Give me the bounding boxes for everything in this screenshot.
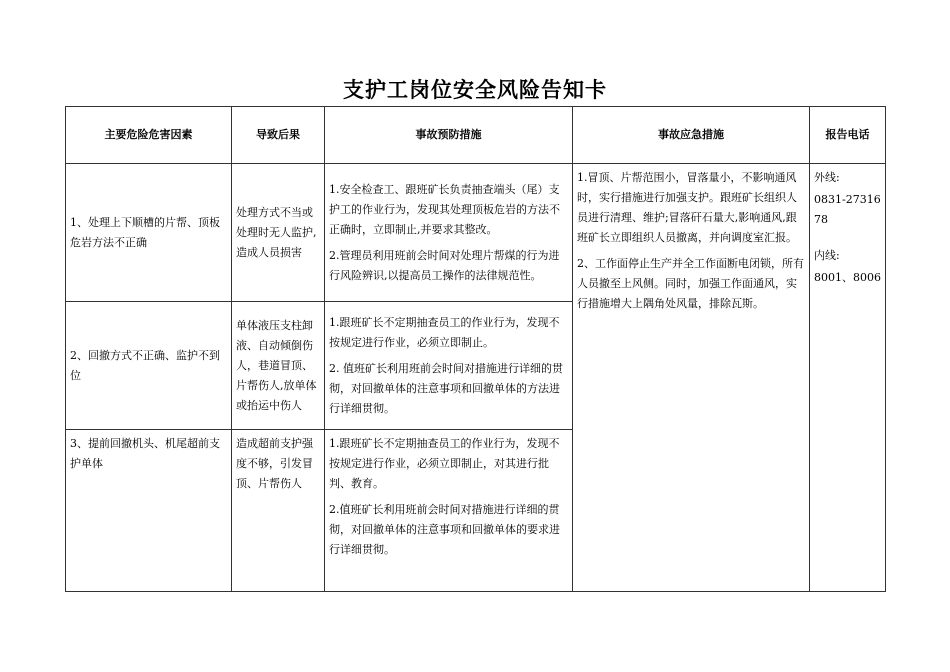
- internal-phone-label: 内线:: [814, 249, 840, 262]
- header-consequence: 导致后果: [232, 107, 325, 164]
- prevention-item: 1.安全检查工、跟班矿长负责抽查端头（尾）支护工的作业行为，发现其处理顶板危岩的方法不正确时，立即制止,并要求其整改。: [329, 182, 560, 236]
- emergency-cell: [573, 164, 810, 592]
- hazard-cell: 2、回撤方式不正确、监护不到位: [66, 302, 232, 430]
- phone-cell: [810, 164, 886, 592]
- page-title: 支护工岗位安全风险告知卡: [343, 78, 607, 102]
- prevention-item: 2.值班矿长利用班前会时间对措施进行详细的贯彻，对回撤单体的注意事项和回撤单体的要求进行详细贯彻。: [329, 503, 560, 556]
- prevention-cell: [325, 164, 573, 302]
- consequence-cell: 造成超前支护强度不够，引发冒顶、片帮伤人: [232, 430, 325, 592]
- prevention-item: 1.跟班矿长不定期抽查员工的作业行为，发现不按规定进行作业，必须立即制止，对其进行批判、教育。: [329, 437, 560, 490]
- prevention-cell: [325, 430, 573, 592]
- header-prevention: 事故预防措施: [325, 107, 573, 164]
- header-emergency: 事故应急措施: [573, 107, 810, 164]
- external-phone-number: 0831-2731678: [814, 193, 881, 226]
- prevention-item: 1.跟班矿长不定期抽查员工的作业行为，发现不按规定进行作业，必须立即制止。: [329, 315, 560, 349]
- prevention-cell: [325, 302, 573, 430]
- header-phone: 报告电话: [810, 107, 886, 164]
- internal-phone-number: 8001、8006: [814, 271, 881, 284]
- table-header-row: [66, 107, 886, 164]
- risk-notice-table: [65, 106, 886, 592]
- hazard-cell: 3、提前回撤机头、机尾超前支护单体: [66, 430, 232, 592]
- header-hazard: 主要危险危害因素: [66, 107, 232, 164]
- consequence-cell: 单体液压支柱卸液、自动倾倒伤人，巷道冒顶、片帮伤人,放单体或抬运中伤人: [232, 302, 325, 430]
- prevention-item: 2. 值班矿长利用班前会时间对措施进行详细的贯彻，对回撤单体的注意事项和回撤单体的方法进行详细贯彻。: [329, 361, 563, 415]
- consequence-cell: 处理方式不当或处理时无人监护,造成人员损害: [232, 164, 325, 302]
- emergency-item: 1.冒顶、片帮范围小，冒落量小，不影响通风时，实行措施进行加强支护。跟班矿长组织人员进行清理、维护;冒落矸石量大,影响通风,跟班矿长立即组织人员撤离，并向调度室汇报。: [577, 171, 797, 244]
- table-row: [66, 164, 886, 302]
- external-phone-label: 外线:: [814, 171, 840, 184]
- prevention-item: 2.管理员利用班前会时间对处理片帮煤的行为进行风险辨识,以提高员工操作的法律规范性。: [329, 248, 560, 282]
- hazard-cell: 1、处理上下顺槽的片帮、顶板危岩方法不正确: [66, 164, 232, 302]
- emergency-item: 2、工作面停止生产并全工作面断电闭锁，所有人员撤至上风侧。同时，加强工作面通风，实行措施增大上隅角处风量，排除瓦斯。: [577, 257, 804, 310]
